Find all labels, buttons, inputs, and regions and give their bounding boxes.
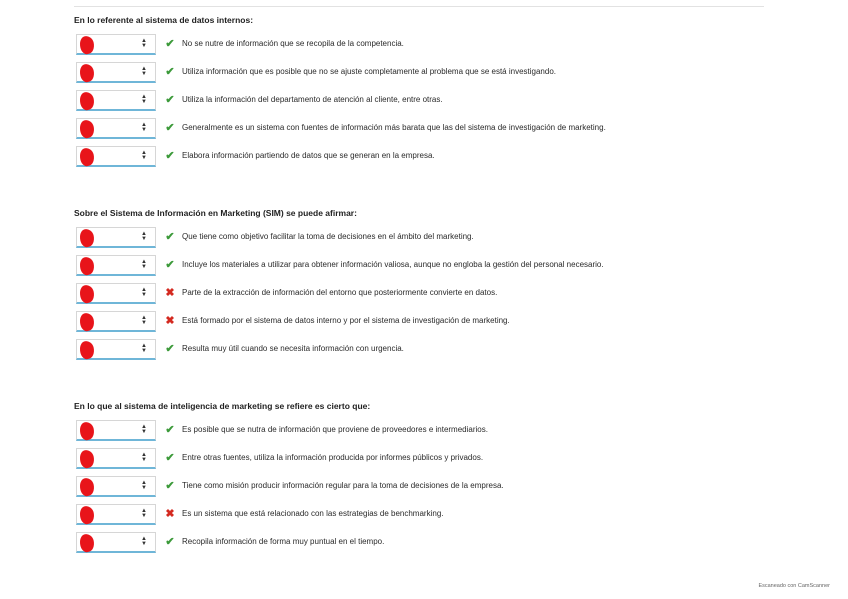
answer-option-text: Es un sistema que está relacionado con las estrategias de benchmarking. (182, 509, 444, 518)
select-arrows-icon: ▲ ▼ (141, 480, 147, 491)
select-arrows-icon: ▲ ▼ (141, 259, 147, 270)
answer-row (74, 115, 814, 143)
check-icon: ✔ (165, 94, 175, 106)
redaction-scribble (78, 147, 95, 168)
answer-option-text: Utiliza la información del departamento de atención al cliente, entre otras. (182, 95, 443, 104)
answer-select[interactable] (76, 448, 156, 469)
redaction-scribble (78, 256, 95, 277)
answer-row (74, 143, 814, 171)
answer-row (74, 445, 814, 473)
top-divider (74, 6, 764, 7)
answer-row (74, 529, 814, 557)
answer-option-text: Que tiene como objetivo facilitar la toma de decisiones en el ámbito del marketing. (182, 232, 474, 241)
answer-option-text: Utiliza información que es posible que no se ajuste completamente al problema que se está investigando. (182, 67, 556, 76)
answer-option-text: Generalmente es un sistema con fuentes de información más barata que las del sistema de investigación de marketing. (182, 123, 606, 132)
redaction-scribble (78, 284, 95, 305)
answer-option-text: Entre otras fuentes, utiliza la información producida por informes públicos y privados. (182, 453, 484, 462)
select-arrows-icon: ▲ ▼ (141, 424, 147, 435)
answer-select[interactable] (76, 504, 156, 525)
redaction-scribble (78, 340, 95, 361)
answer-option-text: Tiene como misión producir información regular para la toma de decisiones de la empresa. (182, 481, 504, 490)
redaction-scribble (78, 35, 95, 56)
select-arrows-icon: ▲ ▼ (141, 94, 147, 105)
redaction-scribble (78, 63, 95, 84)
answer-select[interactable] (76, 311, 156, 332)
select-arrows-icon: ▲ ▼ (141, 343, 147, 354)
answer-option-text: Elabora información partiendo de datos que se generan en la empresa. (182, 151, 435, 160)
answer-row (74, 336, 814, 364)
answer-row (74, 417, 814, 445)
check-icon: ✔ (165, 452, 175, 464)
check-icon: ✔ (165, 150, 175, 162)
redaction-scribble (78, 533, 95, 554)
question-title: Sobre el Sistema de Información en Marketing (SIM) se puede afirmar: (74, 208, 357, 218)
redaction-scribble (78, 312, 95, 333)
answer-row (74, 501, 814, 529)
answer-select[interactable] (76, 118, 156, 139)
answer-option-text: Resulta muy útil cuando se necesita información con urgencia. (182, 344, 404, 353)
check-icon: ✔ (165, 480, 175, 492)
question-title: En lo referente al sistema de datos internos: (74, 15, 254, 25)
answer-row (74, 224, 814, 252)
select-arrows-icon: ▲ ▼ (141, 38, 147, 49)
answer-row (74, 31, 814, 59)
answer-row (74, 473, 814, 501)
select-arrows-icon: ▲ ▼ (141, 508, 147, 519)
redaction-scribble (78, 421, 95, 442)
answer-option-text: No se nutre de información que se recopila de la competencia. (182, 39, 404, 48)
question-block (74, 13, 814, 171)
answer-select[interactable] (76, 532, 156, 553)
answer-select[interactable] (76, 34, 156, 55)
redaction-scribble (78, 505, 95, 526)
answer-option-text: Está formado por el sistema de datos interno y por el sistema de investigación de marketing. (182, 316, 510, 325)
check-icon: ✔ (165, 343, 175, 355)
select-arrows-icon: ▲ ▼ (141, 536, 147, 547)
answer-option-text: Parte de la extracción de información del entorno que posteriormente convierte en datos. (182, 288, 498, 297)
redaction-scribble (78, 449, 95, 470)
select-arrows-icon: ▲ ▼ (141, 122, 147, 133)
check-icon: ✔ (165, 536, 175, 548)
redaction-scribble (78, 119, 95, 140)
check-icon: ✔ (165, 38, 175, 50)
answer-option-text: Recopila información de forma muy puntual en el tiempo. (182, 537, 385, 546)
answer-option-text: Es posible que se nutra de información que proviene de proveedores e intermediarios. (182, 425, 488, 434)
answer-select[interactable] (76, 339, 156, 360)
answer-select[interactable] (76, 255, 156, 276)
answer-select[interactable] (76, 227, 156, 248)
cross-icon: ✖ (165, 287, 175, 299)
check-icon: ✔ (165, 259, 175, 271)
answer-select[interactable] (76, 283, 156, 304)
cross-icon: ✖ (165, 508, 175, 520)
answer-row (74, 252, 814, 280)
select-arrows-icon: ▲ ▼ (141, 231, 147, 242)
question-block (74, 206, 814, 364)
select-arrows-icon: ▲ ▼ (141, 452, 147, 463)
redaction-scribble (78, 477, 95, 498)
cross-icon: ✖ (165, 315, 175, 327)
select-arrows-icon: ▲ ▼ (141, 150, 147, 161)
question-block (74, 399, 814, 557)
answer-row (74, 280, 814, 308)
check-icon: ✔ (165, 122, 175, 134)
check-icon: ✔ (165, 424, 175, 436)
answer-select[interactable] (76, 90, 156, 111)
answer-row (74, 59, 814, 87)
select-arrows-icon: ▲ ▼ (141, 287, 147, 298)
answer-option-text: Incluye los materiales a utilizar para obtener información valiosa, aunque no engloba la gestión del personal necesario. (182, 260, 604, 269)
select-arrows-icon: ▲ ▼ (141, 66, 147, 77)
answer-select[interactable] (76, 420, 156, 441)
answer-select[interactable] (76, 476, 156, 497)
answer-row (74, 87, 814, 115)
select-arrows-icon: ▲ ▼ (141, 315, 147, 326)
question-title: En lo que al sistema de inteligencia de marketing se refiere es cierto que: (74, 401, 371, 411)
answer-row (74, 308, 814, 336)
answer-select[interactable] (76, 146, 156, 167)
check-icon: ✔ (165, 231, 175, 243)
scanner-watermark: Escaneado con CamScanner (758, 583, 830, 589)
answer-select[interactable] (76, 62, 156, 83)
redaction-scribble (78, 228, 95, 249)
check-icon: ✔ (165, 66, 175, 78)
redaction-scribble (78, 91, 95, 112)
